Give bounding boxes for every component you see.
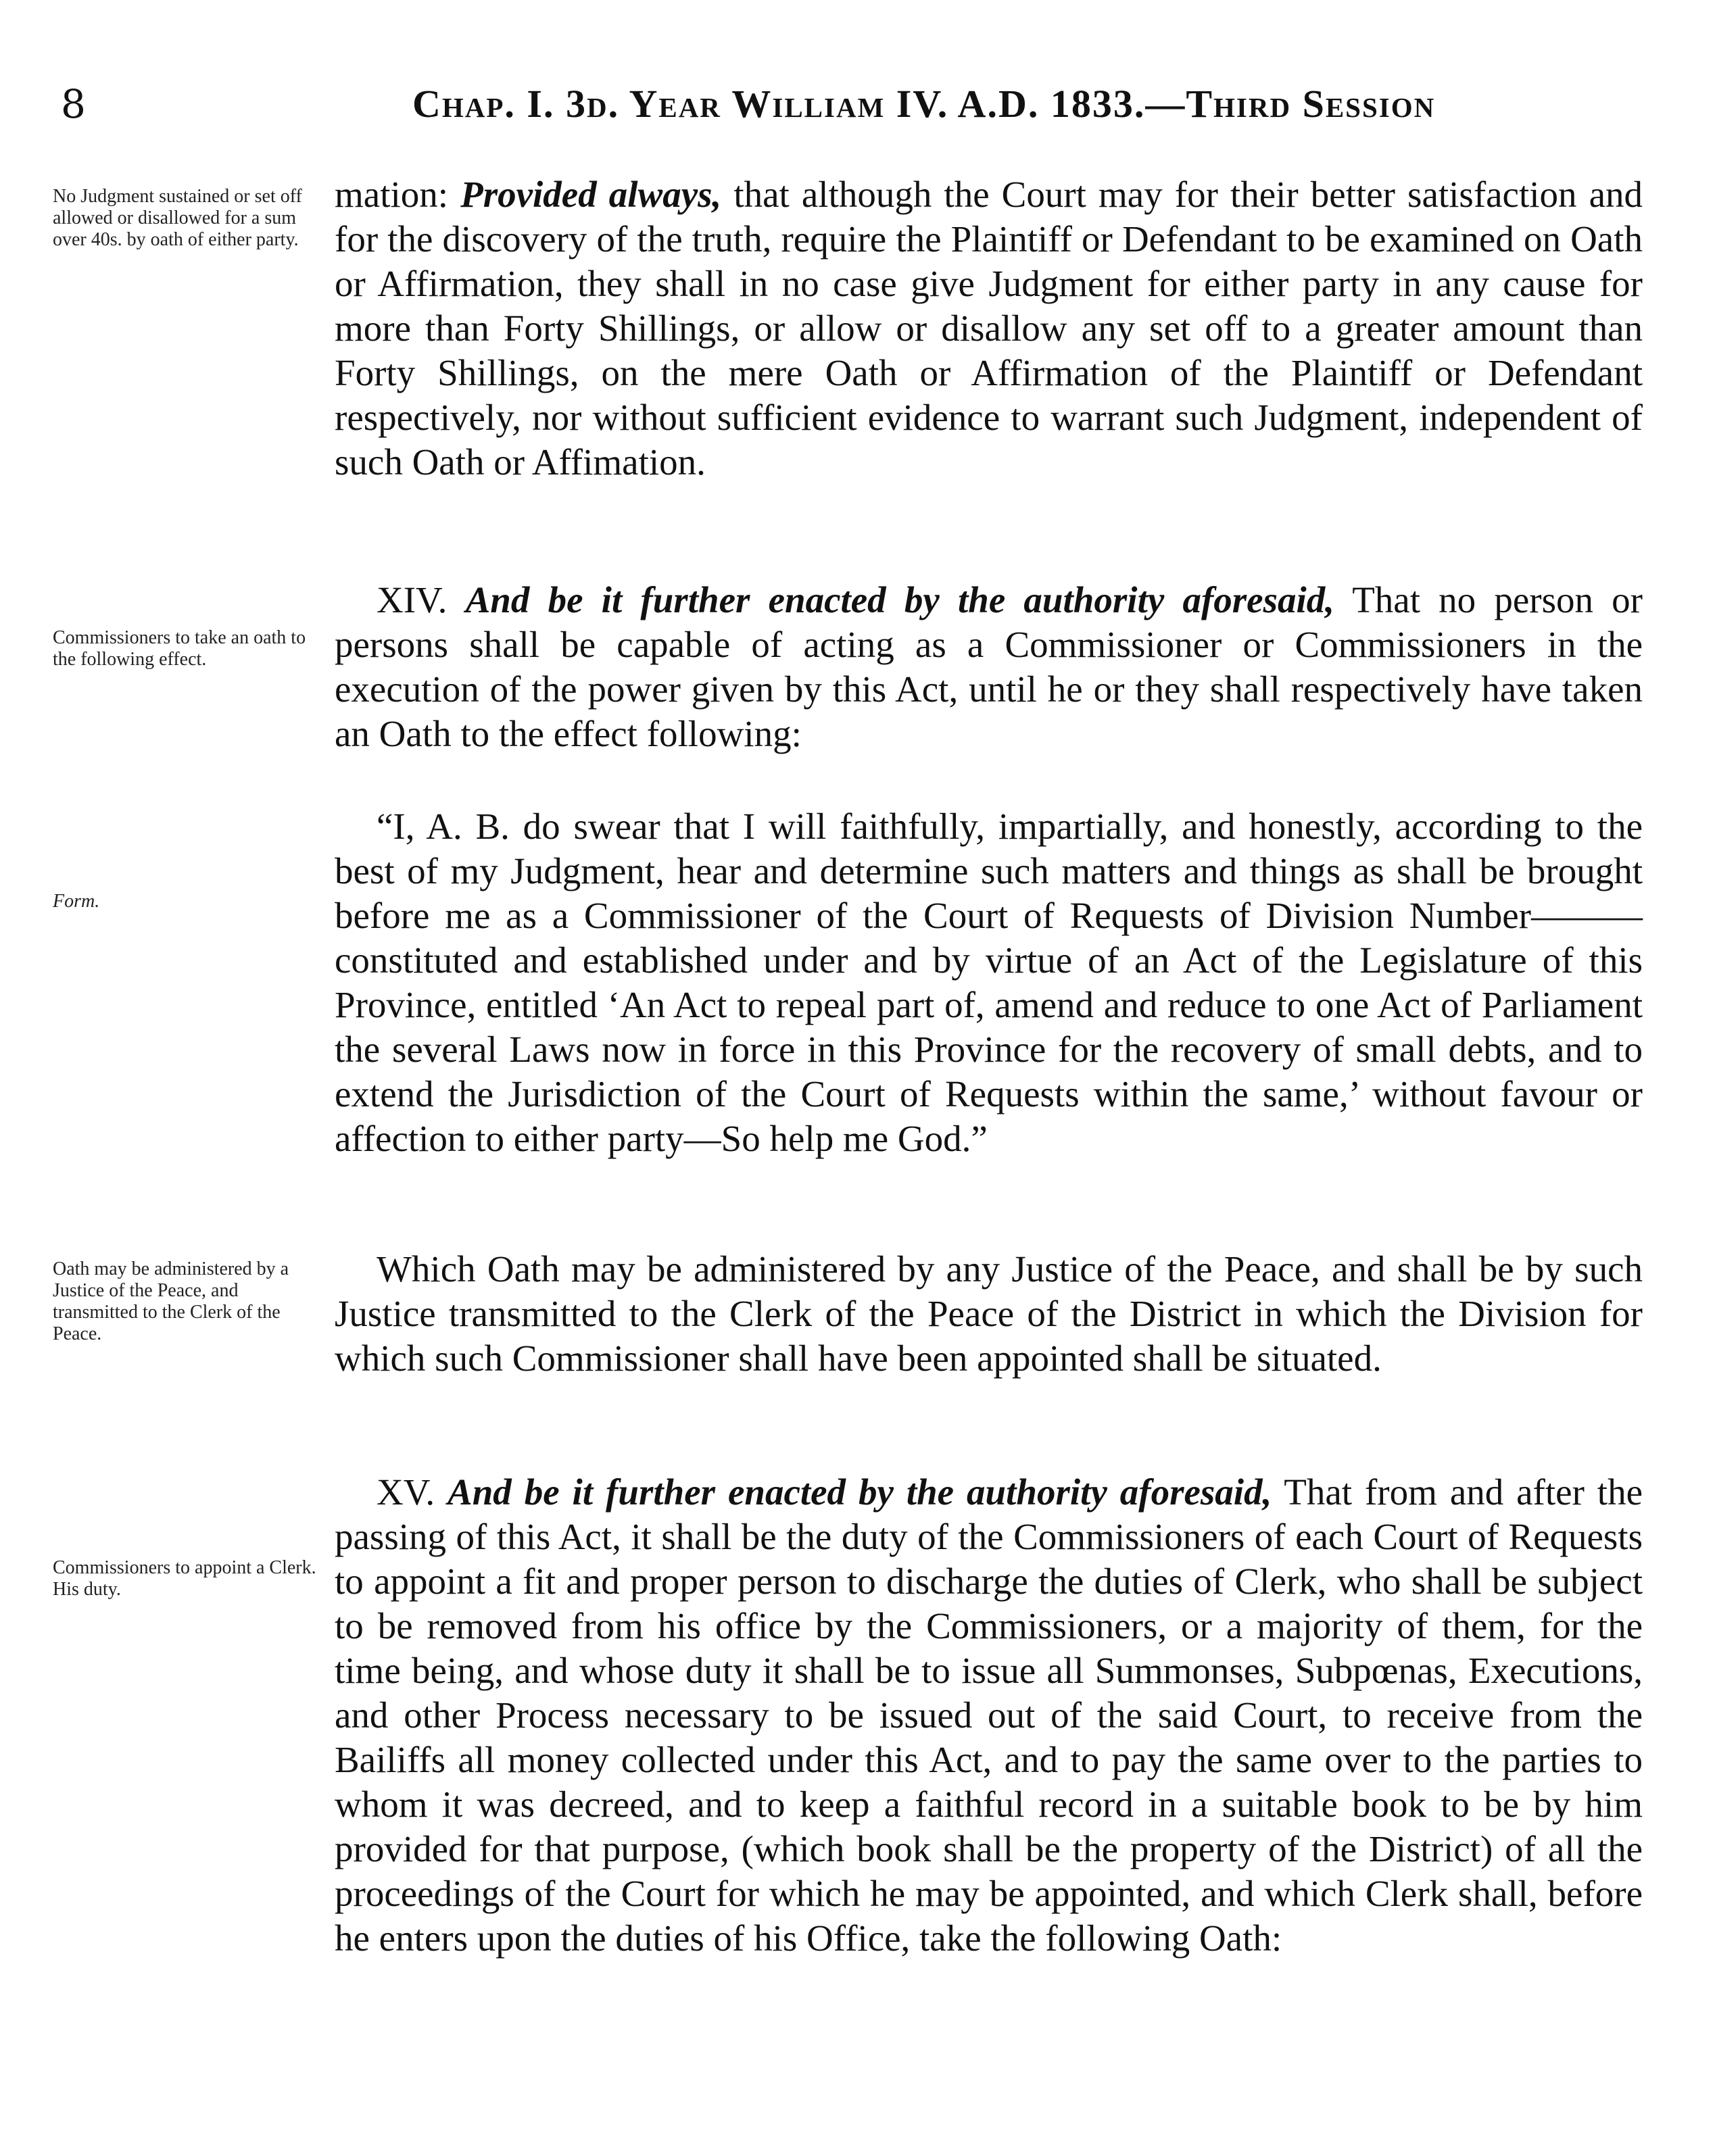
margin-note-commissioners-oath: Commissioners to take an oath to the following effect. <box>53 627 306 670</box>
margin-note-oath-administered: Oath may be administered by a Justice of the Peace, and transmitted to the Clerk of the Peace. <box>53 1258 289 1344</box>
paragraph-section-xiv: XIV. And be it further enacted by the authority aforesaid, That no person or persons shall be capable of acting as a Commissioner or Commissioners in the execution of the power given by this Act, until he or they shall respectively have taken an Oath to the effect following: <box>335 579 1643 754</box>
page-header <box>61 81 1636 135</box>
margin-note-form: Form. <box>53 891 100 912</box>
paragraph-section-xv: XV. And be it further enacted by the authority aforesaid, That from and after the passing of this Act, it shall be the duty of the Commissioners of each Court of Requests to appoint a fit and proper person to discharge the duties of Clerk, who shall be subject to be removed from his office by the Commissioners, or a majority of them, for the time being, and whose duty it shall be to issue all Summonses, Subpœnas, Executions, and other Process necessary to be issued out of the said Court, to receive from the Bailiffs all money collected under this Act, and to pay the same over to the parties to whom it was decreed, and to keep a faithful record in a suitable book to be by him provided for that purpose, (which book shall be the property of the District) of all the proceedings of the Court for which he may be appointed, and which Clerk shall, before he enters upon the duties of his Office, take the following Oath: <box>335 1471 1643 1959</box>
page-number: 8 <box>61 81 86 127</box>
margin-note-appoint-clerk: Commissioners to appoint a Clerk. His duty. <box>53 1557 316 1600</box>
running-head: Chap. I. 3d. Year William IV. A.D. 1833.—Third Session <box>412 82 1436 126</box>
margin-note-judgment: No Judgment sustained or set off allowed or disallowed for a sum over 40s. by oath of either party. <box>53 186 302 250</box>
paragraph-oath-administered: Which Oath may be administered by any Justice of the Peace, and shall be by such Justice transmitted to the Clerk of the Peace of the District in which the Division for which such Commissioner shall have been appointed shall be situated. <box>335 1248 1643 1379</box>
section-number-xv: XV. <box>377 1471 435 1513</box>
section-number-xiv: XIV. <box>377 579 448 620</box>
paragraph-proviso: mation: Provided always, that although the Court may for their better satisfaction and for the discovery of the truth, require the Plaintiff or Defendant to be examined on Oath or Affirmation, they shall in no case give Judgment for either party in any cause for more than Forty Shillings, or allow or disallow any set off to a greater amount than Forty Shillings, on the mere Oath or Affirmation of the Plaintiff or Defendant respectively, nor without sufficient evidence to warrant such Judgment, independent of such Oath or Affimation. <box>335 174 1643 483</box>
paragraph-oath-form: “I, A. B. do swear that I will faithfully, impartially, and honestly, according to the best of my Judgment, hear and determine such matters and things as shall be brought before me as a Commissioner of the Court of Requests of Division Number———constituted and established under and by virtue of an Act of the Legislature of this Province, entitled ‘An Act to repeal part of, amend and reduce to one Act of Parliament the several Laws now in force in this Province for the recovery of small debts, and to extend the Jurisdiction of the Court of Requests within the same,’ without favour or affection to either party—So help me God.” <box>335 806 1643 1159</box>
